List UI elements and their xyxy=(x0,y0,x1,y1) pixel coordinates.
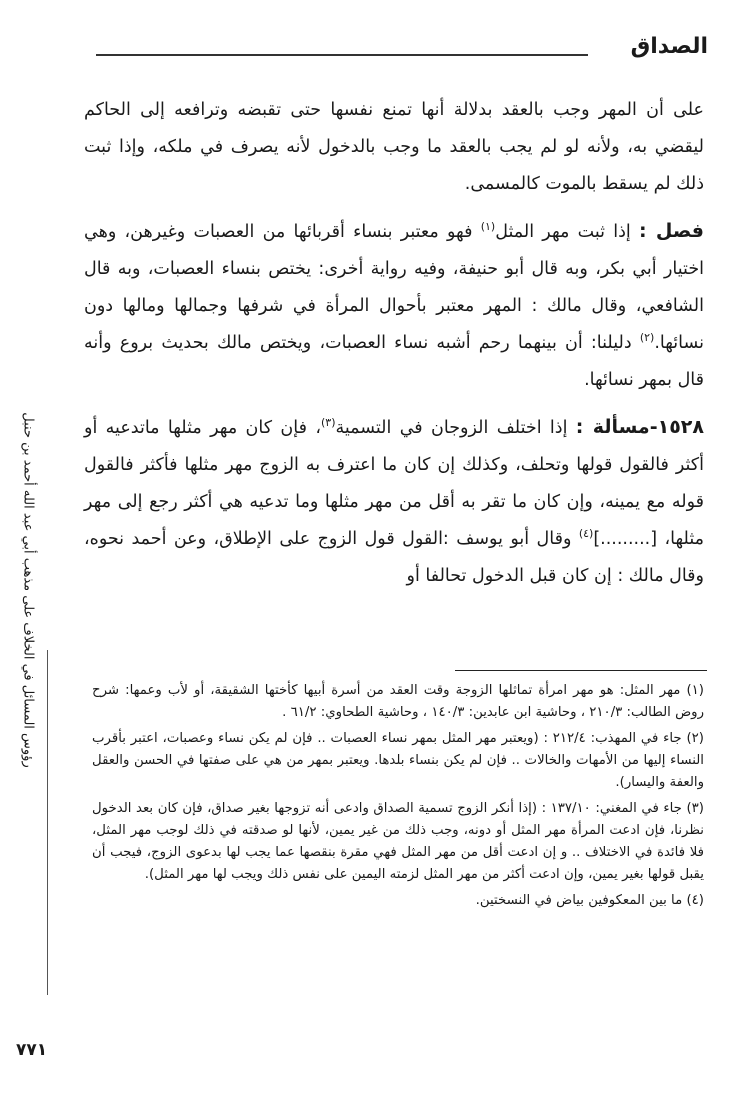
footnote-1: (١) مهر المثل: هو مهر امرأة تماثلها الزوجة وقت العقد من أسرة أبيها كأختها الشقيقة، أو لأب وعمها: شرح روض الطالب: ٢١٠/٣ ، وحاشية ابن عابدين: ١٤٠/٣ ، وحاشية الطحاوي: ٦١/٢ . xyxy=(92,683,704,720)
running-header-title: الصداق xyxy=(630,34,708,59)
masala-text-a: إذا اختلف الزوجان في التسمية xyxy=(335,417,568,438)
footnote-separator xyxy=(455,670,707,671)
masala-text-c: وقال أبو يوسف :القول قول الزوج على الإطلاق، وعن أحمد نحوه، وقال مالك : إن كان قبل الدخول تحالفا أو xyxy=(84,529,704,587)
footnote-ref-4[interactable]: (٤) xyxy=(578,527,594,541)
paragraph-1: على أن المهر وجب بالعقد بدلالة أنها تمنع نفسها حتى تقبضه وترافعه إلى الحاكم ليقضي به، ولأنه لو لم يجب بالعقد ما وجب بالدخول لأنه يصرف في ملكه، وإذا ثبت ذلك لم يسقط بالموت كالمسمى. xyxy=(84,100,704,195)
main-text xyxy=(84,92,704,596)
fasl-label: فصل : xyxy=(638,219,704,242)
side-rule xyxy=(47,650,48,995)
fasl-text-a: إذا ثبت مهر المثل xyxy=(495,221,631,242)
page-header xyxy=(96,30,708,70)
page-number: ٧٧١ xyxy=(16,1040,48,1060)
fasl-text-c: دليلنا: أن بينهما رحم أشبه نساء العصبات، ويختص مالك بحديث بروع وأنه قال بمهر نسائها. xyxy=(84,333,704,391)
masala-label: مسألة : xyxy=(575,415,650,438)
footnote-ref-1[interactable]: (١) xyxy=(480,219,496,233)
masala-number: ١٥٢٨- xyxy=(649,415,704,438)
footnote-4: (٤) ما بين المعكوفين بياض في النسختين. xyxy=(475,893,704,908)
footnote-ref-2[interactable]: (٢) xyxy=(639,331,655,345)
footnote-ref-3[interactable]: (٣) xyxy=(320,415,336,429)
side-running-title xyxy=(8,412,48,768)
footnote-3: (٣) جاء في المغني: ١٣٧/١٠ : (إذا أنكر الزوج تسمية الصداق وادعى أنه تزوجها بغير صداق، فإن كان بعد الدخول نظرنا، فإن ادعت المرأة مهر المثل أو دونه، وجب ذلك من غير يمين، لأنها لو صدقته في ذلك لوجب مهر المثل، فلا فائدة في الاختلاف .. و إن ادعت أقل من مهر المثل فهي مقرة بنقصها عما يجب لها بدعوى الزوج، فيجب أن يقبل قولها بغير يمين، وإن ادعت أكثر من مهر المثل لزمته اليمين على نفس ذلك ويجب لها مهر المثل). xyxy=(92,801,704,882)
footnotes xyxy=(92,680,704,916)
fasl-text-b: فهو معتبر بنساء أقربائها من العصبات وغيرهن، وهي اختيار أبي بكر، وبه قال أبو حنيفة، وفيه رواية أخرى: يختص بنساء العصبات، وبه قال الشافعي، وقال مالك : المهر معتبر بأحوال المرأة في شرفها وجمالها ومالها دون نسائها. xyxy=(84,221,704,354)
header-rule xyxy=(96,54,588,56)
masala-text-b: ، فإن كان مهر مثلها ماتدعيه أو أكثر فالقول قولها وتحلف، وكذلك إن كان ما اعترف به الزوج مهر مثلها فأكثر فالقول قوله مع يمينه، وإن كان ما تقر به أقل من مهر مثلها وما تدعيه هي أكثر رجع إلى مهر مثلها، [.........] xyxy=(84,417,704,550)
paragraph-fasl xyxy=(84,213,704,400)
side-running-title-text: رؤوس المسائل في الخلاف على مذهب أبي عبد الله أحمد بن حنبل xyxy=(20,412,36,768)
paragraph-masala xyxy=(84,409,704,596)
footnote-2: (٢) جاء في المهذب: ٢١٢/٤ : (ويعتبر مهر المثل بمهر نساء العصبات .. فإن لم يكن نساء وعصبات، اعتبر بأقرب النساء إليها من الأمهات والخالات .. فإن لم يكن بنساء بلدها. ويعتبر بمهر من هي على صفتها في الحسن والعقل والعفة واليسار). xyxy=(92,731,704,790)
